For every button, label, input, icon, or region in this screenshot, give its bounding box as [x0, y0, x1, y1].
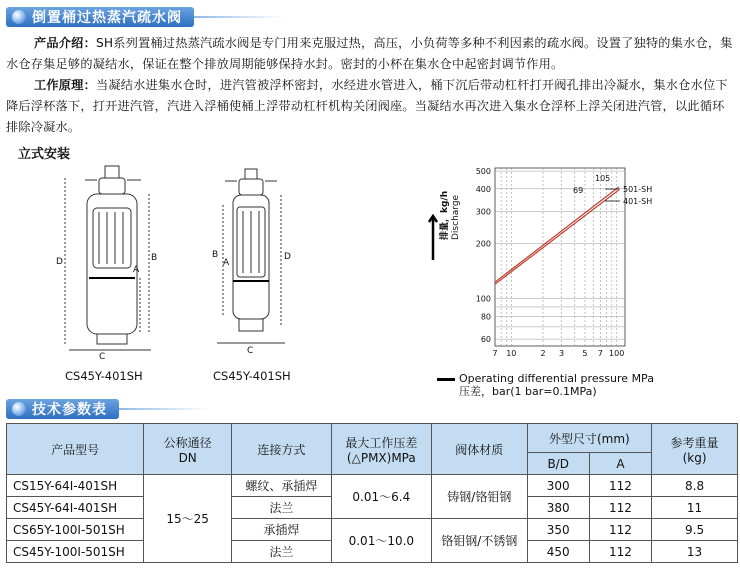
- cell-dn: 15～25: [144, 475, 232, 563]
- x-tick-label: 2: [540, 349, 546, 358]
- th-weight-2: (kg): [682, 450, 707, 465]
- cell-material: 铬钼钢/不锈钢: [432, 519, 528, 563]
- th-weight-1: 参考重量: [670, 435, 719, 450]
- up-arrow-icon: [429, 216, 437, 260]
- bullet-ball-icon: [12, 402, 26, 416]
- intro-paragraph: 产品介绍：SH系列置桶过热蒸汽疏水阀是专门用来克服过热，高压，小负荷等多种不利因素的疏水阀。设置了独特的集水仓，集水仓存集足够的凝结水，保证在整个排放周期能够保持水封。密封的小杯在集水仓中起密封调节作用。: [6, 36, 733, 71]
- section-title: 技术参数表: [32, 402, 107, 418]
- cell-a: 112: [589, 541, 651, 563]
- th-pressure: [331, 424, 431, 475]
- principle-paragraph: 工作原理：当凝结水进集水仓时，进汽管被浮杯密封，水经进水管进入，桶下沉后带动杠杆打开阀孔排出冷凝水，集水仓水位下降后浮杯落下，打开进汽管，汽进入浮桶使桶上浮带动杠杆机构关闭阀座。当凝结水再次进入集水仓浮杯上浮关闭进汽管，以此循环排除冷凝水。: [6, 78, 728, 134]
- x-axis-caption: [437, 372, 654, 398]
- section-header-spec: [6, 398, 209, 420]
- y-tick-label: 60: [480, 335, 491, 345]
- cell-bd: 350: [527, 519, 589, 541]
- x-tick-label: 5: [582, 349, 588, 358]
- dim-label: B: [212, 250, 219, 260]
- x-tick-label: 100: [609, 349, 625, 358]
- th-bd: B/D: [527, 453, 589, 475]
- th-dn-en: DN: [178, 450, 197, 465]
- cell-material: 铸钢/铬钼钢: [432, 475, 528, 519]
- cell-a: 112: [589, 519, 651, 541]
- dim-label: C: [99, 352, 106, 360]
- intro-label: 产品介绍: [34, 36, 84, 50]
- cell-weight: 8.8: [652, 475, 738, 497]
- cell-pressure: 0.01～6.4: [331, 475, 431, 519]
- drawing-caption: CS45Y-401SH: [213, 369, 291, 383]
- x-tick-label: 7: [597, 349, 603, 358]
- spec-table: [6, 423, 738, 563]
- chart-frame: [495, 168, 625, 346]
- x-axis-label-en: Operating differential pressure MPa: [459, 372, 654, 385]
- cell-model: CS65Y-100I-501SH: [7, 519, 144, 541]
- y-axis-label-cn: 排量，kg/h: [440, 190, 450, 240]
- section-title: 倒置桶过热蒸汽疏水阀: [32, 10, 182, 26]
- x-tick-label: 7: [492, 349, 498, 358]
- th-dn: [144, 424, 232, 475]
- dim-label: B: [151, 253, 158, 263]
- cell-weight: 11: [652, 497, 738, 519]
- dim-label: C: [247, 346, 254, 355]
- dim-label: D: [56, 257, 63, 267]
- th-weight: [652, 424, 738, 475]
- valve-drawing-1: [55, 160, 165, 360]
- cell-bd: 300: [527, 475, 589, 497]
- drawing-caption: CS45Y-401SH: [65, 369, 143, 383]
- bullet-ball-icon: [12, 10, 26, 24]
- y-tick-label: 80: [480, 312, 491, 322]
- x-axis-label-cn: 压差，bar(1 bar=0.1MPa): [459, 385, 597, 398]
- intro-text: SH系列置桶过热蒸汽疏水阀是专门用来克服过热，高压，小负荷等多种不利因素的疏水阀。设置了独特的集水仓，集水仓存集足够的凝结水，保证在整个排放周期能够保持水封。密封的小杯在集水仓中起密封调节作用。: [6, 36, 733, 71]
- x-tick-label: 3: [559, 349, 565, 358]
- cell-conn: 法兰: [232, 497, 332, 519]
- y-tick-label: 200: [475, 239, 491, 249]
- dim-label: D: [284, 252, 291, 262]
- th-connection: 连接方式: [232, 424, 332, 475]
- y-axis-label-en: Discharge: [451, 194, 461, 240]
- principle-text: 当凝结水进集水仓时，进汽管被浮杯密封，水经进水管进入，桶下沉后带动杠杆打开阀孔排出冷凝水，集水仓水位下降后浮杯落下，打开进汽管，汽进入浮桶使桶上浮带动杠杆机构关闭阀座。当凝结水再次进入集水仓浮杯上浮关闭进汽管，以此循环排除冷凝水。: [6, 78, 728, 134]
- right-arrow-icon: [437, 378, 455, 381]
- cell-weight: 13: [652, 541, 738, 563]
- cell-model: CS45Y-64I-401SH: [7, 497, 144, 519]
- annotation-label: 69: [573, 186, 584, 195]
- cell-weight: 9.5: [652, 519, 738, 541]
- th-pressure-1: 最大工作压差: [345, 435, 418, 450]
- cell-pressure: 0.01～10.0: [331, 519, 431, 563]
- annotation-label: 105: [595, 174, 611, 183]
- cell-a: 112: [589, 475, 651, 497]
- cell-conn: 法兰: [232, 541, 332, 563]
- cell-conn: 承插焊: [232, 519, 332, 541]
- valve-drawing-2: [205, 165, 295, 355]
- principle-label: 工作原理: [34, 78, 84, 92]
- legend-label-501: 501-SH: [623, 185, 653, 194]
- th-pressure-2: (△PMX)MPa: [346, 450, 416, 465]
- y-tick-label: 400: [475, 184, 491, 194]
- cell-conn: 螺纹、承插焊: [232, 475, 332, 497]
- x-tick-label: 10: [506, 349, 517, 358]
- install-title: 立式安装: [18, 147, 71, 162]
- cell-bd: 380: [527, 497, 589, 519]
- discharge-chart: [425, 160, 715, 370]
- y-tick-label: 300: [475, 207, 491, 217]
- th-dims: 外型尺寸(mm): [527, 424, 652, 453]
- legend-label-401: 401-SH: [623, 197, 653, 206]
- cell-model: CS15Y-64I-401SH: [7, 475, 144, 497]
- table-row: [7, 519, 738, 541]
- cell-model: CS45Y-100I-501SH: [7, 541, 144, 563]
- y-tick-label: 100: [475, 294, 491, 304]
- th-material: 阀体材质: [432, 424, 528, 475]
- section-header-valve: [6, 6, 284, 28]
- th-dn-cn: 公称通径: [163, 435, 212, 450]
- cell-bd: 450: [527, 541, 589, 563]
- th-a: A: [589, 453, 651, 475]
- dim-label: A: [223, 258, 230, 268]
- dim-label: A: [133, 265, 140, 275]
- table-row: [7, 475, 738, 497]
- cell-a: 112: [589, 497, 651, 519]
- y-tick-label: 500: [475, 167, 491, 177]
- th-model: 产品型号: [7, 424, 144, 475]
